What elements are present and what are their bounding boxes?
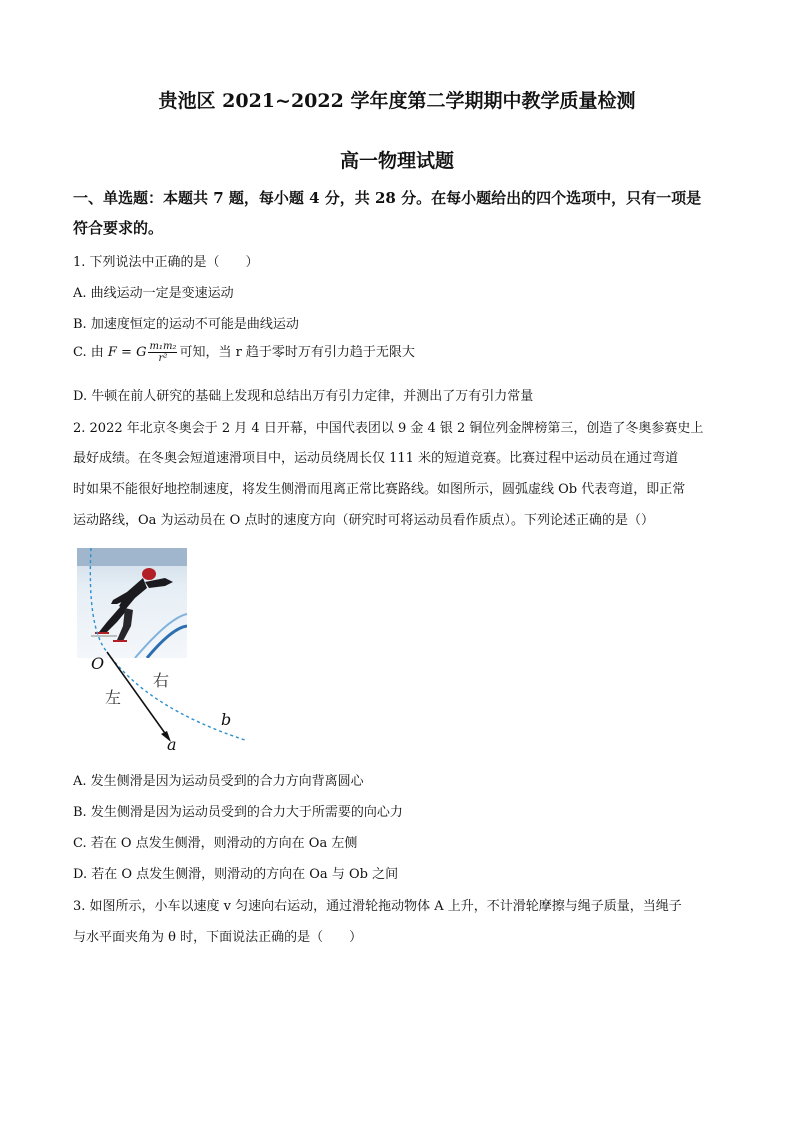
q2-option-a: A. 发生侧滑是因为运动员受到的合力方向背离圆心 bbox=[73, 774, 364, 789]
q1-option-a: A. 曲线运动一定是变速运动 bbox=[73, 286, 234, 301]
label-a: a bbox=[167, 735, 177, 754]
q1-stem: 1. 下列说法中正确的是（ ） bbox=[73, 255, 259, 270]
q1-option-c-prefix: C. 由 bbox=[73, 345, 104, 360]
label-o: O bbox=[91, 654, 105, 673]
q1-option-d: D. 牛顿在前人研究的基础上发现和总结出万有引力定律，并测出了万有引力常量 bbox=[73, 389, 534, 404]
q1-option-b: B. 加速度恒定的运动不可能是曲线运动 bbox=[73, 317, 299, 332]
q2-stem-line1: 2. 2022 年北京冬奥会于 2 月 4 日开幕，中国代表团以 9 金 4 银 2 铜位列金牌榜第三，创造了冬奥参赛史上 bbox=[73, 421, 704, 436]
section-heading-line2: 符合要求的。 bbox=[73, 219, 164, 237]
q2-option-d: D. 若在 O 点发生侧滑，则滑动的方向在 Oa 与 Ob 之间 bbox=[73, 867, 399, 882]
q1-option-c bbox=[73, 341, 733, 364]
q1-option-c-suffix: 可知，当 r 趋于零时万有引力趋于无限大 bbox=[179, 345, 415, 360]
q2-stem-line3: 时如果不能很好地控制速度，将发生侧滑而甩离正常比赛路线。如图所示，圆弧虚线 Ob 代表弯道，即正常 bbox=[73, 482, 686, 497]
section-heading-line1: 一、单选题：本题共 7 题，每小题 4 分，共 28 分。在每小题给出的四个选项中，只有一项是 bbox=[73, 189, 702, 207]
curve-diagram bbox=[77, 548, 257, 758]
q2-option-b: B. 发生侧滑是因为运动员受到的合力大于所需要的向心力 bbox=[73, 805, 403, 820]
formula-fraction bbox=[148, 341, 177, 364]
q2-option-c: C. 若在 O 点发生侧滑，则滑动的方向在 Oa 左侧 bbox=[73, 836, 358, 851]
formula-numerator: m₁m₂ bbox=[149, 341, 177, 352]
q2-stem-line4: 运动路线，Oa 为运动员在 O 点时的速度方向（研究时可将运动员看作质点）。下列论述正确的是（） bbox=[73, 513, 654, 528]
q3-stem-line1: 3. 如图所示，小车以速度 v 匀速向右运动，通过滑轮拖动物体 A 上升，不计滑轮摩擦与绳子质量，当绳子 bbox=[73, 899, 682, 914]
formula-lhs: F = G bbox=[107, 345, 147, 360]
label-b: b bbox=[221, 710, 232, 729]
label-left: 左 bbox=[105, 688, 122, 707]
formula-denominator: r² bbox=[158, 353, 168, 364]
q3-stem-line2: 与水平面夹角为 θ 时，下面说法正确的是（ ） bbox=[73, 930, 363, 945]
q2-stem-line2: 最好成绩。在冬奥会短道速滑项目中，运动员绕周长仅 111 米的短道竞赛。比赛过程中运动员在通过弯道 bbox=[73, 451, 679, 466]
exam-subtitle: 高一物理试题 bbox=[339, 150, 454, 172]
label-right: 右 bbox=[153, 671, 170, 690]
exam-title: 贵池区 2021~2022 学年度第二学期期中教学质量检测 bbox=[158, 90, 636, 112]
